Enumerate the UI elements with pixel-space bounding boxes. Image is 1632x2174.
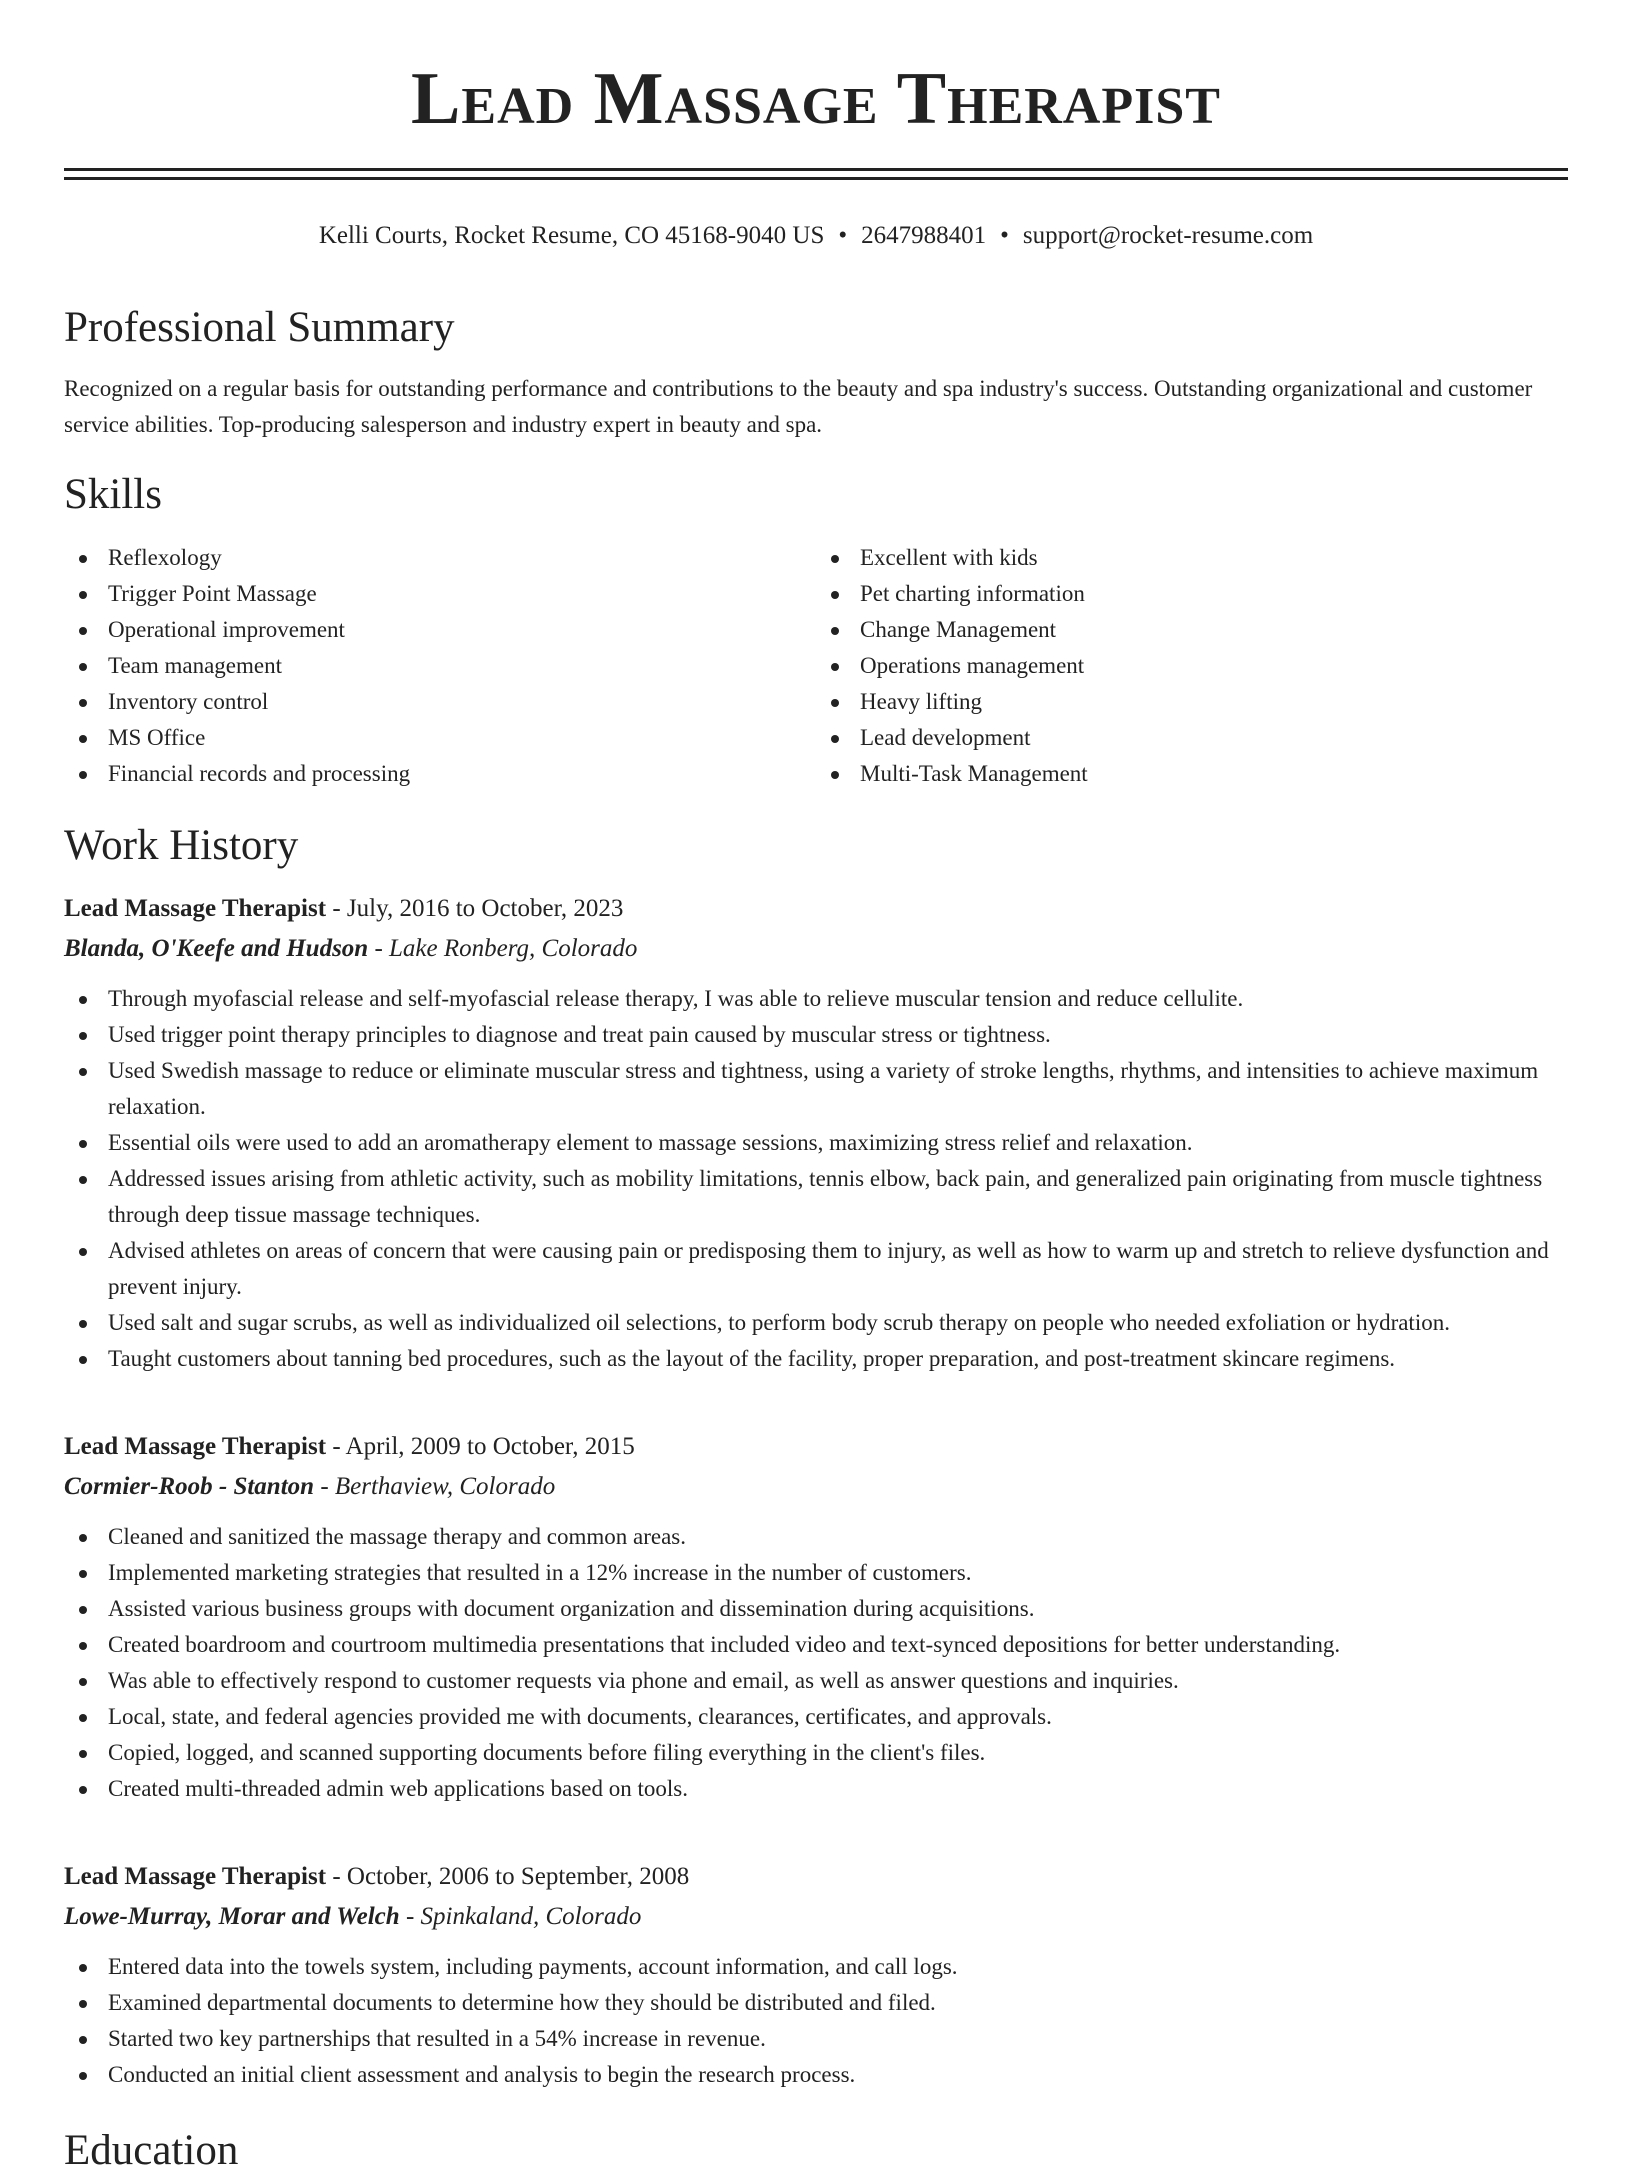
skill-item: Excellent with kids — [816, 540, 1568, 576]
job-location: - Spinkaland, Colorado — [399, 1903, 642, 1930]
job-dates: - April, 2009 to October, 2015 — [326, 1433, 635, 1460]
skill-item: Operational improvement — [64, 612, 816, 648]
job-dates: - July, 2016 to October, 2023 — [326, 895, 624, 922]
duty-item: Created boardroom and courtroom multimedia presentations that included video and text-synced depositions for better understanding. — [64, 1627, 1568, 1663]
job-dates: - October, 2006 to September, 2008 — [326, 1863, 690, 1890]
contact-separator: • — [1000, 222, 1009, 249]
job-title: Lead Massage Therapist — [64, 1433, 327, 1460]
summary-heading: Professional Summary — [64, 304, 455, 351]
job-employer — [64, 929, 1568, 969]
job-heading — [64, 1857, 1568, 1897]
skills-list-left — [64, 540, 816, 792]
skill-item: Trigger Point Massage — [64, 576, 816, 612]
page-title: Lead Massage Therapist — [411, 58, 1221, 140]
job-employer — [64, 1897, 1568, 1937]
job-heading — [64, 889, 1568, 929]
job-location: - Lake Ronberg, Colorado — [368, 935, 638, 962]
duty-item: Used trigger point therapy principles to diagnose and treat pain caused by muscular stress or tightness. — [64, 1017, 1568, 1053]
skill-item: Change Management — [816, 612, 1568, 648]
work-history-heading: Work History — [64, 822, 299, 869]
skills-columns — [64, 540, 1568, 792]
duty-item: Entered data into the towels system, including payments, account information, and call logs. — [64, 1949, 1568, 1985]
skill-item: Financial records and processing — [64, 756, 816, 792]
duty-item: Conducted an initial client assessment and analysis to begin the research process. — [64, 2057, 1568, 2093]
duty-item: Essential oils were used to add an aromatherapy element to massage sessions, maximizing stress relief and relaxation. — [64, 1125, 1568, 1161]
duty-item: Assisted various business groups with document organization and dissemination during acquisitions. — [64, 1591, 1568, 1627]
skill-item: Operations management — [816, 648, 1568, 684]
duty-item: Cleaned and sanitized the massage therapy and common areas. — [64, 1519, 1568, 1555]
skill-item: Multi-Task Management — [816, 756, 1568, 792]
job-duties — [64, 981, 1568, 1377]
summary-text: Recognized on a regular basis for outstanding performance and contributions to the beauty and spa industry's success. Outstanding organizational and customer service abilities. Top-producing salesperson and industry expert in beauty and spa. — [64, 376, 1533, 437]
duty-item: Taught customers about tanning bed procedures, such as the layout of the facility, proper preparation, and post-treatment skincare regimens. — [64, 1341, 1568, 1377]
skill-item: Heavy lifting — [816, 684, 1568, 720]
contact-separator: • — [838, 222, 848, 249]
job-company: Blanda, O'Keefe and Hudson — [64, 935, 369, 962]
contact-address: Kelli Courts, Rocket Resume, CO 45168-9040 US — [318, 222, 825, 249]
job-company: Cormier-Roob - Stanton — [64, 1473, 315, 1500]
skill-item: Lead development — [816, 720, 1568, 756]
job-duties — [64, 1949, 1568, 2093]
duty-item: Used Swedish massage to reduce or eliminate muscular stress and tightness, using a variety of stroke lengths, rhythms, and intensities to achieve maximum relaxation. — [64, 1053, 1568, 1125]
skill-item: MS Office — [64, 720, 816, 756]
duty-item: Examined departmental documents to determine how they should be distributed and filed. — [64, 1985, 1568, 2021]
job-location: - Berthaview, Colorado — [314, 1473, 556, 1500]
skill-item: Reflexology — [64, 540, 816, 576]
skill-item: Inventory control — [64, 684, 816, 720]
duty-item: Through myofascial release and self-myofascial release therapy, I was able to relieve muscular tension and reduce cellulite. — [64, 981, 1568, 1017]
education-heading: Education — [64, 2127, 239, 2174]
duty-item: Addressed issues arising from athletic activity, such as mobility limitations, tennis elbow, back pain, and generalized pain originating from muscle tightness through deep tissue massage techniques. — [64, 1161, 1568, 1233]
job-employer — [64, 1467, 1568, 1507]
contact-line — [64, 216, 1568, 256]
skill-item: Pet charting information — [816, 576, 1568, 612]
job-title: Lead Massage Therapist — [64, 895, 327, 922]
skills-heading: Skills — [64, 471, 162, 518]
job-heading — [64, 1427, 1568, 1467]
job-duties — [64, 1519, 1568, 1807]
duty-item: Created multi-threaded admin web applications based on tools. — [64, 1771, 1568, 1807]
title-divider — [64, 168, 1568, 180]
job-entry — [64, 1427, 1568, 1807]
duty-item: Started two key partnerships that resulted in a 54% increase in revenue. — [64, 2021, 1568, 2057]
job-entry — [64, 889, 1568, 1377]
duty-item: Implemented marketing strategies that resulted in a 12% increase in the number of customers. — [64, 1555, 1568, 1591]
duty-item: Local, state, and federal agencies provided me with documents, clearances, certificates, and approvals. — [64, 1699, 1568, 1735]
skill-item: Team management — [64, 648, 816, 684]
duty-item: Used salt and sugar scrubs, as well as individualized oil selections, to perform body scrub therapy on people who needed exfoliation or hydration. — [64, 1305, 1568, 1341]
contact-phone: 2647988401 — [861, 222, 987, 249]
skills-list-right — [816, 540, 1568, 792]
job-title: Lead Massage Therapist — [64, 1863, 327, 1890]
duty-item: Was able to effectively respond to customer requests via phone and email, as well as answer questions and inquiries. — [64, 1663, 1568, 1699]
contact-email: support@rocket-resume.com — [1022, 222, 1314, 249]
job-entry — [64, 1857, 1568, 2093]
duty-item: Copied, logged, and scanned supporting documents before filing everything in the client's files. — [64, 1735, 1568, 1771]
duty-item: Advised athletes on areas of concern that were causing pain or predisposing them to injury, as well as how to warm up and stretch to relieve dysfunction and prevent injury. — [64, 1233, 1568, 1305]
job-company: Lowe-Murray, Morar and Welch — [64, 1903, 400, 1930]
